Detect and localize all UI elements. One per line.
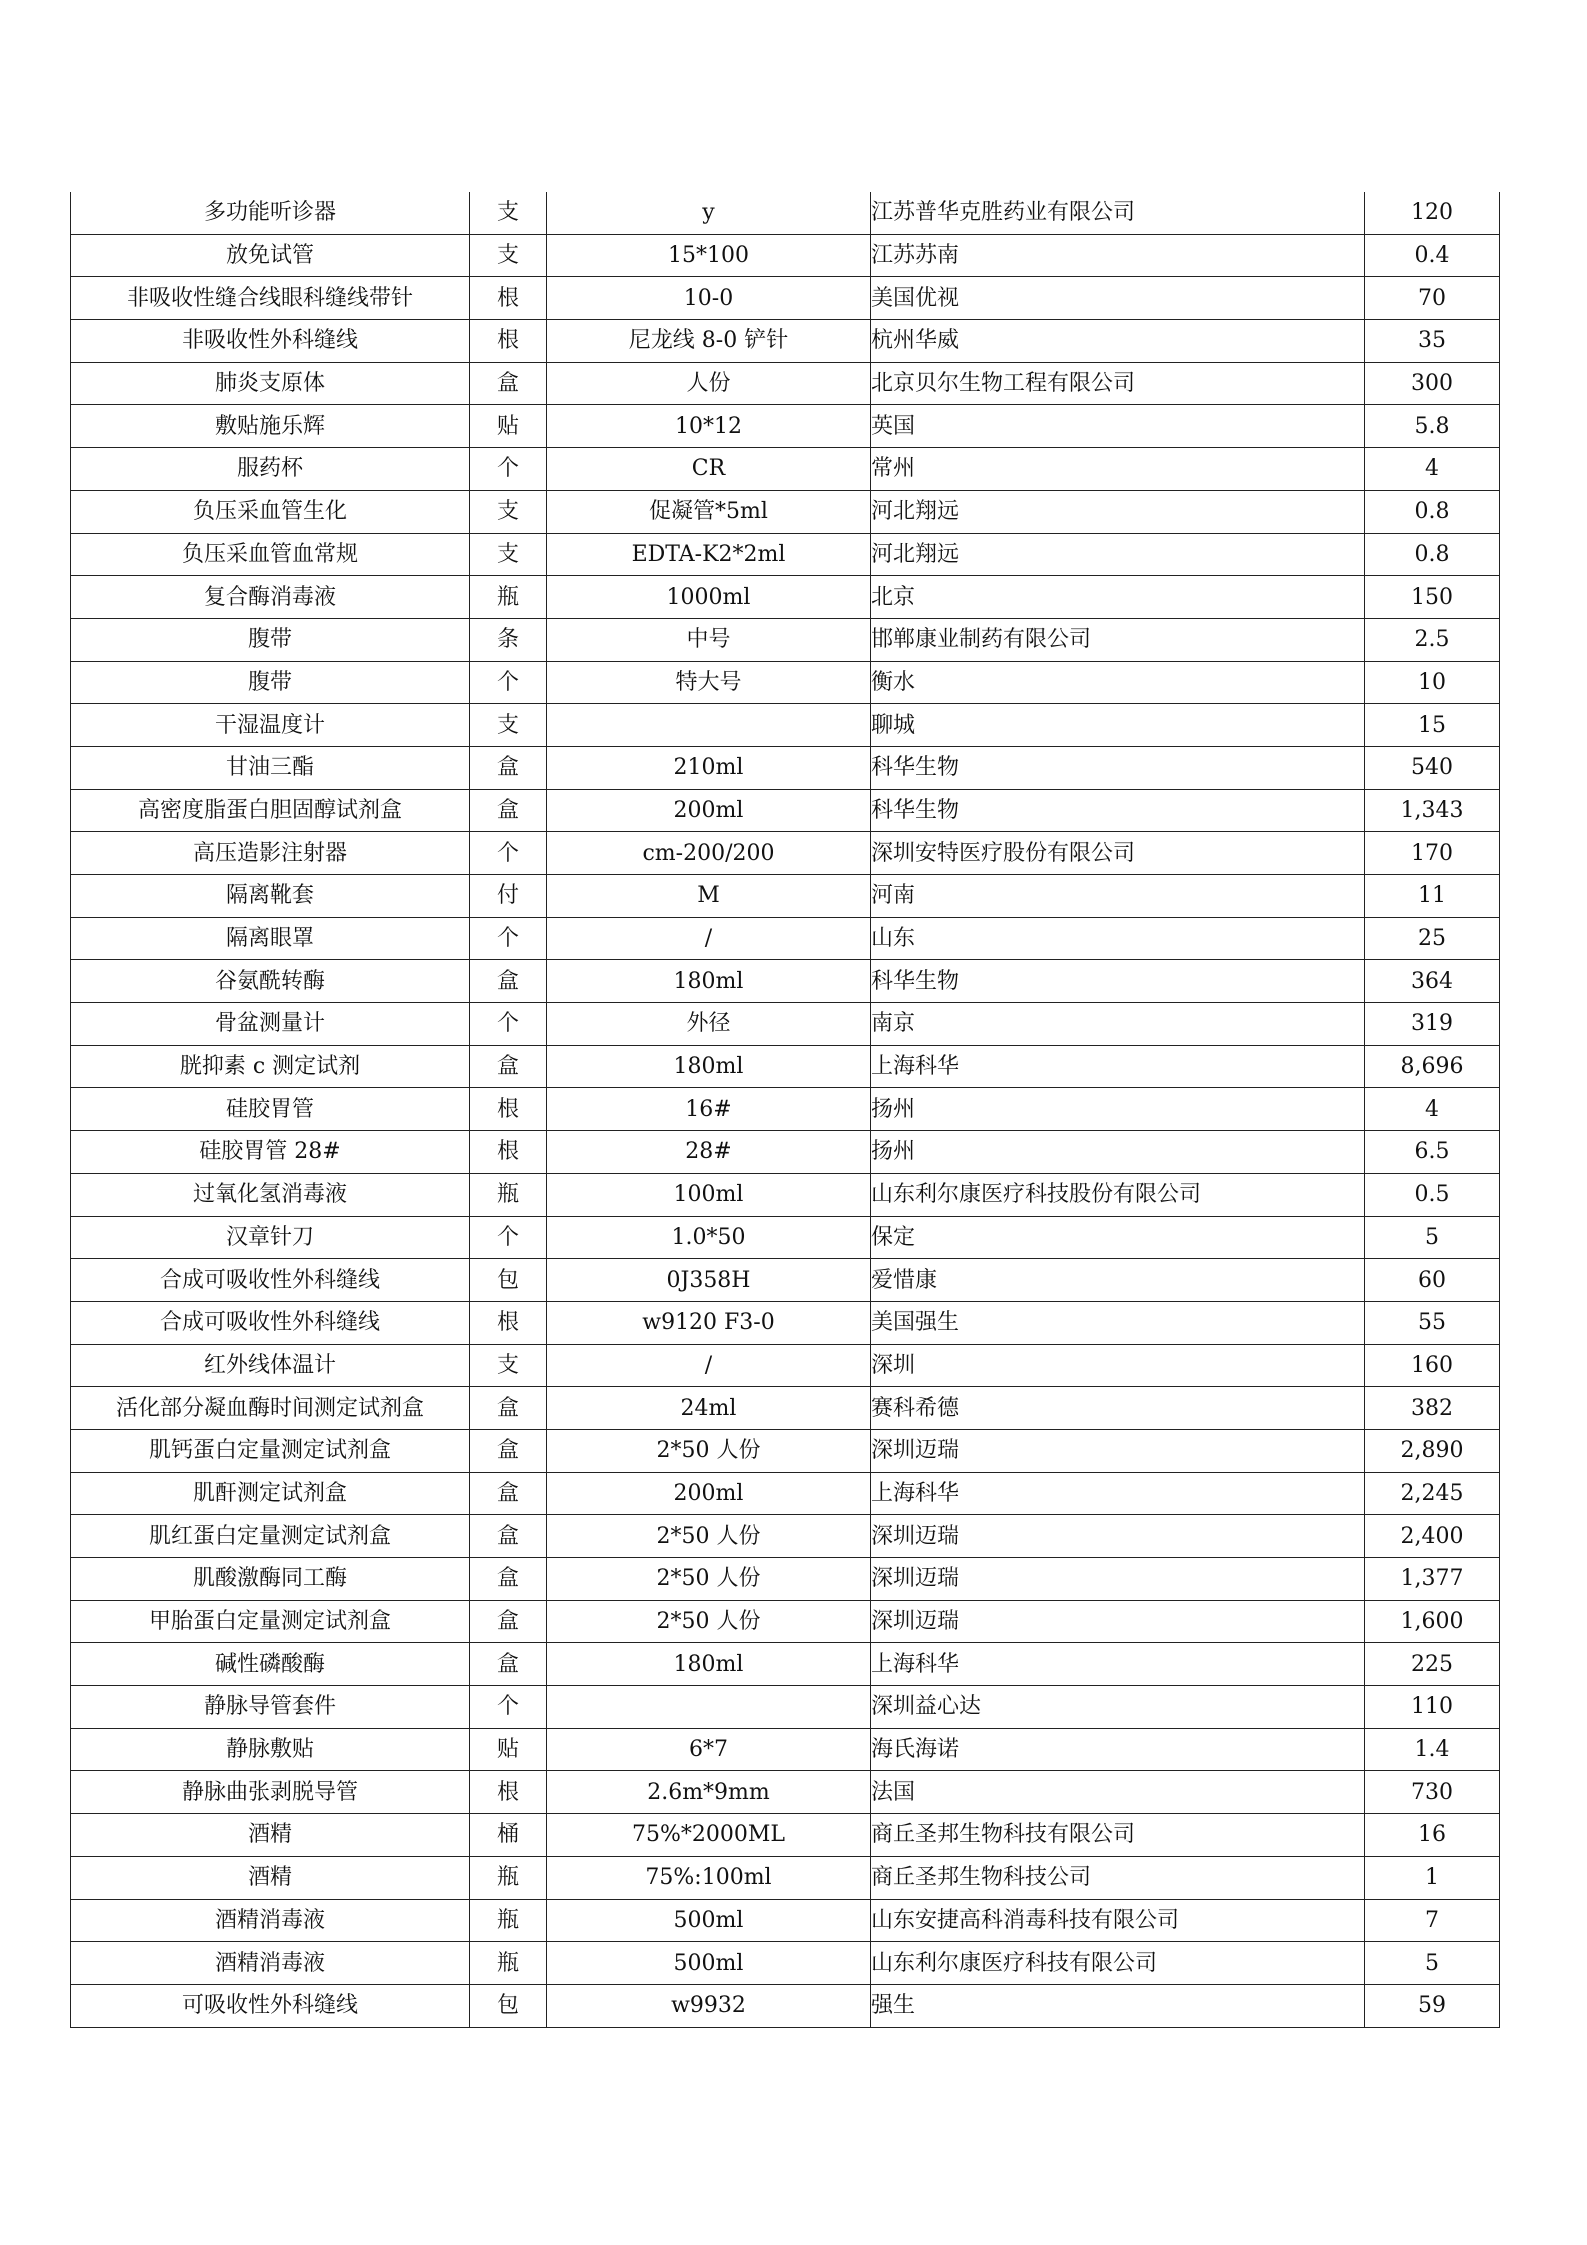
manufacturer-cell: 上海科华 — [871, 1472, 1365, 1515]
unit-cell: 付 — [470, 875, 547, 918]
spec-cell: 1000ml — [547, 576, 871, 619]
item-name-cell: 高密度脂蛋白胆固醇试剂盒 — [71, 789, 470, 832]
table-row — [71, 1045, 1500, 1088]
table-row — [71, 320, 1500, 363]
spec-cell: CR — [547, 448, 871, 491]
item-name-cell: 可吸收性外科缝线 — [71, 1984, 470, 2027]
item-name-cell: 负压采血管生化 — [71, 490, 470, 533]
spec-cell: EDTA-K2*2ml — [547, 533, 871, 576]
table-row — [71, 1814, 1500, 1857]
table-row — [71, 533, 1500, 576]
price-cell: 110 — [1365, 1686, 1500, 1729]
table-row — [71, 1899, 1500, 1942]
unit-cell: 瓶 — [470, 1856, 547, 1899]
item-name-cell: 高压造影注射器 — [71, 832, 470, 875]
table-row — [71, 661, 1500, 704]
manufacturer-cell: 山东 — [871, 917, 1365, 960]
unit-cell: 盒 — [470, 1515, 547, 1558]
unit-cell: 盒 — [470, 1045, 547, 1088]
price-cell: 0.4 — [1365, 234, 1500, 277]
spec-cell: 2.6m*9mm — [547, 1771, 871, 1814]
price-cell: 150 — [1365, 576, 1500, 619]
item-name-cell: 酒精消毒液 — [71, 1942, 470, 1985]
spec-cell: cm-200/200 — [547, 832, 871, 875]
table-row — [71, 1344, 1500, 1387]
table-row — [71, 192, 1500, 234]
spec-cell: 100ml — [547, 1173, 871, 1216]
manufacturer-cell: 江苏苏南 — [871, 234, 1365, 277]
manufacturer-cell: 深圳迈瑞 — [871, 1600, 1365, 1643]
spec-cell: 特大号 — [547, 661, 871, 704]
item-name-cell: 红外线体温计 — [71, 1344, 470, 1387]
spec-cell: 75%*2000ML — [547, 1814, 871, 1857]
manufacturer-cell: 保定 — [871, 1216, 1365, 1259]
unit-cell: 个 — [470, 1003, 547, 1046]
spec-cell: 24ml — [547, 1387, 871, 1430]
price-cell: 120 — [1365, 192, 1500, 234]
manufacturer-cell: 上海科华 — [871, 1045, 1365, 1088]
table-row — [71, 789, 1500, 832]
item-name-cell: 放免试管 — [71, 234, 470, 277]
manufacturer-cell: 南京 — [871, 1003, 1365, 1046]
price-cell: 7 — [1365, 1899, 1500, 1942]
spec-cell: 500ml — [547, 1942, 871, 1985]
item-name-cell: 酒精 — [71, 1856, 470, 1899]
manufacturer-cell: 海氏海诺 — [871, 1728, 1365, 1771]
table-row — [71, 1728, 1500, 1771]
unit-cell: 支 — [470, 533, 547, 576]
item-name-cell: 静脉曲张剥脱导管 — [71, 1771, 470, 1814]
unit-cell: 根 — [470, 1301, 547, 1344]
item-name-cell: 硅胶胃管 — [71, 1088, 470, 1131]
item-name-cell: 硅胶胃管 28# — [71, 1131, 470, 1174]
spec-cell: 10-0 — [547, 277, 871, 320]
spec-cell: 促凝管*5ml — [547, 490, 871, 533]
item-name-cell: 干湿温度计 — [71, 704, 470, 747]
item-name-cell: 静脉敷贴 — [71, 1728, 470, 1771]
item-name-cell: 负压采血管血常规 — [71, 533, 470, 576]
manufacturer-cell: 赛科希德 — [871, 1387, 1365, 1430]
item-name-cell: 非吸收性外科缝线 — [71, 320, 470, 363]
price-cell: 4 — [1365, 1088, 1500, 1131]
item-name-cell: 隔离靴套 — [71, 875, 470, 918]
item-name-cell: 多功能听诊器 — [71, 192, 470, 234]
spec-cell: 中号 — [547, 618, 871, 661]
unit-cell: 盒 — [470, 1387, 547, 1430]
price-cell: 225 — [1365, 1643, 1500, 1686]
price-cell: 1,343 — [1365, 789, 1500, 832]
table-row — [71, 1472, 1500, 1515]
unit-cell: 盒 — [470, 1429, 547, 1472]
manufacturer-cell: 山东利尔康医疗科技股份有限公司 — [871, 1173, 1365, 1216]
manufacturer-cell: 山东安捷高科消毒科技有限公司 — [871, 1899, 1365, 1942]
spec-cell: 人份 — [547, 362, 871, 405]
table-row — [71, 746, 1500, 789]
price-cell: 5 — [1365, 1942, 1500, 1985]
price-cell: 10 — [1365, 661, 1500, 704]
item-name-cell: 静脉导管套件 — [71, 1686, 470, 1729]
unit-cell: 盒 — [470, 746, 547, 789]
table-row — [71, 1856, 1500, 1899]
item-name-cell: 敷贴施乐辉 — [71, 405, 470, 448]
unit-cell: 根 — [470, 277, 547, 320]
manufacturer-cell: 河北翔远 — [871, 490, 1365, 533]
spec-cell: w9120 F3-0 — [547, 1301, 871, 1344]
unit-cell: 个 — [470, 1686, 547, 1729]
price-cell: 16 — [1365, 1814, 1500, 1857]
manufacturer-cell: 山东利尔康医疗科技有限公司 — [871, 1942, 1365, 1985]
table-row — [71, 1173, 1500, 1216]
unit-cell: 支 — [470, 704, 547, 747]
spec-cell: 15*100 — [547, 234, 871, 277]
spec-cell: 2*50 人份 — [547, 1515, 871, 1558]
price-cell: 0.8 — [1365, 490, 1500, 533]
item-name-cell: 活化部分凝血酶时间测定试剂盒 — [71, 1387, 470, 1430]
unit-cell: 瓶 — [470, 1942, 547, 1985]
table-row — [71, 704, 1500, 747]
manufacturer-cell: 江苏普华克胜药业有限公司 — [871, 192, 1365, 234]
manufacturer-cell: 商丘圣邦生物科技公司 — [871, 1856, 1365, 1899]
table-row — [71, 405, 1500, 448]
item-name-cell: 酒精消毒液 — [71, 1899, 470, 1942]
manufacturer-cell: 北京 — [871, 576, 1365, 619]
table-row — [71, 1003, 1500, 1046]
table-row — [71, 1643, 1500, 1686]
price-cell: 60 — [1365, 1259, 1500, 1302]
item-name-cell: 骨盆测量计 — [71, 1003, 470, 1046]
unit-cell: 盒 — [470, 789, 547, 832]
document-page — [70, 192, 1500, 2028]
item-name-cell: 合成可吸收性外科缝线 — [71, 1259, 470, 1302]
price-cell: 1.4 — [1365, 1728, 1500, 1771]
unit-cell: 贴 — [470, 1728, 547, 1771]
manufacturer-cell: 深圳安特医疗股份有限公司 — [871, 832, 1365, 875]
price-cell: 6.5 — [1365, 1131, 1500, 1174]
manufacturer-cell: 深圳益心达 — [871, 1686, 1365, 1729]
manufacturer-cell: 强生 — [871, 1984, 1365, 2027]
manufacturer-cell: 河南 — [871, 875, 1365, 918]
unit-cell: 支 — [470, 490, 547, 533]
spec-cell: 16# — [547, 1088, 871, 1131]
unit-cell: 盒 — [470, 362, 547, 405]
unit-cell: 桶 — [470, 1814, 547, 1857]
manufacturer-cell: 法国 — [871, 1771, 1365, 1814]
item-name-cell: 腹带 — [71, 661, 470, 704]
unit-cell: 包 — [470, 1259, 547, 1302]
price-cell: 364 — [1365, 960, 1500, 1003]
table-row — [71, 576, 1500, 619]
table-row — [71, 917, 1500, 960]
manufacturer-cell: 邯郸康业制药有限公司 — [871, 618, 1365, 661]
unit-cell: 根 — [470, 1771, 547, 1814]
item-name-cell: 胱抑素 c 测定试剂 — [71, 1045, 470, 1088]
unit-cell: 个 — [470, 661, 547, 704]
price-cell: 15 — [1365, 704, 1500, 747]
item-name-cell: 碱性磷酸酶 — [71, 1643, 470, 1686]
table-row — [71, 1131, 1500, 1174]
price-cell: 5.8 — [1365, 405, 1500, 448]
manufacturer-cell: 聊城 — [871, 704, 1365, 747]
item-name-cell: 肺炎支原体 — [71, 362, 470, 405]
unit-cell: 贴 — [470, 405, 547, 448]
spec-cell: / — [547, 917, 871, 960]
price-cell: 2.5 — [1365, 618, 1500, 661]
spec-cell: 1.0*50 — [547, 1216, 871, 1259]
unit-cell: 瓶 — [470, 1173, 547, 1216]
manufacturer-cell: 科华生物 — [871, 960, 1365, 1003]
table-row — [71, 362, 1500, 405]
spec-cell: 28# — [547, 1131, 871, 1174]
price-cell: 1,600 — [1365, 1600, 1500, 1643]
item-name-cell: 服药杯 — [71, 448, 470, 491]
unit-cell: 支 — [470, 1344, 547, 1387]
manufacturer-cell: 杭州华威 — [871, 320, 1365, 363]
table-row — [71, 448, 1500, 491]
table-row — [71, 1515, 1500, 1558]
price-cell: 382 — [1365, 1387, 1500, 1430]
spec-cell: 200ml — [547, 1472, 871, 1515]
table-row — [71, 277, 1500, 320]
item-name-cell: 肌酐测定试剂盒 — [71, 1472, 470, 1515]
manufacturer-cell: 美国强生 — [871, 1301, 1365, 1344]
spec-cell: 0J358H — [547, 1259, 871, 1302]
manufacturer-cell: 美国优视 — [871, 277, 1365, 320]
manufacturer-cell: 深圳迈瑞 — [871, 1429, 1365, 1472]
table-body — [71, 192, 1500, 2027]
unit-cell: 包 — [470, 1984, 547, 2027]
manufacturer-cell: 常州 — [871, 448, 1365, 491]
table-row — [71, 618, 1500, 661]
item-name-cell: 谷氨酰转酶 — [71, 960, 470, 1003]
price-cell: 2,890 — [1365, 1429, 1500, 1472]
spec-cell: 2*50 人份 — [547, 1429, 871, 1472]
manufacturer-cell: 商丘圣邦生物科技有限公司 — [871, 1814, 1365, 1857]
manufacturer-cell: 深圳 — [871, 1344, 1365, 1387]
spec-cell: 500ml — [547, 1899, 871, 1942]
unit-cell: 个 — [470, 448, 547, 491]
price-cell: 55 — [1365, 1301, 1500, 1344]
manufacturer-cell: 深圳迈瑞 — [871, 1558, 1365, 1601]
table-row — [71, 1429, 1500, 1472]
price-cell: 160 — [1365, 1344, 1500, 1387]
item-name-cell: 汉章针刀 — [71, 1216, 470, 1259]
price-cell: 1 — [1365, 1856, 1500, 1899]
manufacturer-cell: 上海科华 — [871, 1643, 1365, 1686]
manufacturer-cell: 北京贝尔生物工程有限公司 — [871, 362, 1365, 405]
table-row — [71, 1259, 1500, 1302]
spec-cell — [547, 704, 871, 747]
manufacturer-cell: 科华生物 — [871, 789, 1365, 832]
unit-cell: 根 — [470, 320, 547, 363]
spec-cell: y — [547, 192, 871, 234]
unit-cell: 瓶 — [470, 576, 547, 619]
unit-cell: 盒 — [470, 1472, 547, 1515]
price-cell: 1,377 — [1365, 1558, 1500, 1601]
unit-cell: 支 — [470, 234, 547, 277]
manufacturer-cell: 英国 — [871, 405, 1365, 448]
table-row — [71, 1301, 1500, 1344]
table-row — [71, 1984, 1500, 2027]
table-row — [71, 234, 1500, 277]
table-row — [71, 832, 1500, 875]
supply-price-table — [70, 192, 1500, 2028]
unit-cell: 盒 — [470, 1558, 547, 1601]
item-name-cell: 隔离眼罩 — [71, 917, 470, 960]
table-row — [71, 1942, 1500, 1985]
item-name-cell: 甘油三酯 — [71, 746, 470, 789]
price-cell: 11 — [1365, 875, 1500, 918]
unit-cell: 个 — [470, 1216, 547, 1259]
table-row — [71, 1216, 1500, 1259]
spec-cell — [547, 1686, 871, 1729]
table-row — [71, 875, 1500, 918]
price-cell: 0.8 — [1365, 533, 1500, 576]
price-cell: 730 — [1365, 1771, 1500, 1814]
price-cell: 319 — [1365, 1003, 1500, 1046]
price-cell: 59 — [1365, 1984, 1500, 2027]
manufacturer-cell: 衡水 — [871, 661, 1365, 704]
table-row — [71, 1771, 1500, 1814]
unit-cell: 个 — [470, 917, 547, 960]
item-name-cell: 酒精 — [71, 1814, 470, 1857]
price-cell: 300 — [1365, 362, 1500, 405]
price-cell: 5 — [1365, 1216, 1500, 1259]
item-name-cell: 复合酶消毒液 — [71, 576, 470, 619]
unit-cell: 根 — [470, 1131, 547, 1174]
manufacturer-cell: 科华生物 — [871, 746, 1365, 789]
item-name-cell: 甲胎蛋白定量测定试剂盒 — [71, 1600, 470, 1643]
unit-cell: 支 — [470, 192, 547, 234]
table-row — [71, 1600, 1500, 1643]
spec-cell: 10*12 — [547, 405, 871, 448]
price-cell: 170 — [1365, 832, 1500, 875]
table-row — [71, 1088, 1500, 1131]
item-name-cell: 非吸收性缝合线眼科缝线带针 — [71, 277, 470, 320]
spec-cell: 2*50 人份 — [547, 1600, 871, 1643]
table-row — [71, 960, 1500, 1003]
spec-cell: 200ml — [547, 789, 871, 832]
item-name-cell: 肌酸激酶同工酶 — [71, 1558, 470, 1601]
manufacturer-cell: 扬州 — [871, 1088, 1365, 1131]
spec-cell: 210ml — [547, 746, 871, 789]
price-cell: 35 — [1365, 320, 1500, 363]
manufacturer-cell: 扬州 — [871, 1131, 1365, 1174]
table-row — [71, 1686, 1500, 1729]
spec-cell: 180ml — [547, 960, 871, 1003]
table-row — [71, 490, 1500, 533]
unit-cell: 条 — [470, 618, 547, 661]
unit-cell: 根 — [470, 1088, 547, 1131]
price-cell: 2,245 — [1365, 1472, 1500, 1515]
price-cell: 8,696 — [1365, 1045, 1500, 1088]
spec-cell: 180ml — [547, 1643, 871, 1686]
unit-cell: 瓶 — [470, 1899, 547, 1942]
price-cell: 2,400 — [1365, 1515, 1500, 1558]
manufacturer-cell: 爱惜康 — [871, 1259, 1365, 1302]
spec-cell: 外径 — [547, 1003, 871, 1046]
price-cell: 4 — [1365, 448, 1500, 491]
price-cell: 25 — [1365, 917, 1500, 960]
unit-cell: 盒 — [470, 960, 547, 1003]
price-cell: 70 — [1365, 277, 1500, 320]
manufacturer-cell: 河北翔远 — [871, 533, 1365, 576]
spec-cell: w9932 — [547, 1984, 871, 2027]
table-row — [71, 1558, 1500, 1601]
manufacturer-cell: 深圳迈瑞 — [871, 1515, 1365, 1558]
spec-cell: 180ml — [547, 1045, 871, 1088]
spec-cell: 75%:100ml — [547, 1856, 871, 1899]
spec-cell: 尼龙线 8-0 铲针 — [547, 320, 871, 363]
item-name-cell: 肌红蛋白定量测定试剂盒 — [71, 1515, 470, 1558]
unit-cell: 盒 — [470, 1643, 547, 1686]
spec-cell: / — [547, 1344, 871, 1387]
spec-cell: M — [547, 875, 871, 918]
spec-cell: 2*50 人份 — [547, 1558, 871, 1601]
unit-cell: 盒 — [470, 1600, 547, 1643]
item-name-cell: 过氧化氢消毒液 — [71, 1173, 470, 1216]
price-cell: 540 — [1365, 746, 1500, 789]
item-name-cell: 合成可吸收性外科缝线 — [71, 1301, 470, 1344]
table-row — [71, 1387, 1500, 1430]
unit-cell: 个 — [470, 832, 547, 875]
item-name-cell: 肌钙蛋白定量测定试剂盒 — [71, 1429, 470, 1472]
price-cell: 0.5 — [1365, 1173, 1500, 1216]
spec-cell: 6*7 — [547, 1728, 871, 1771]
item-name-cell: 腹带 — [71, 618, 470, 661]
